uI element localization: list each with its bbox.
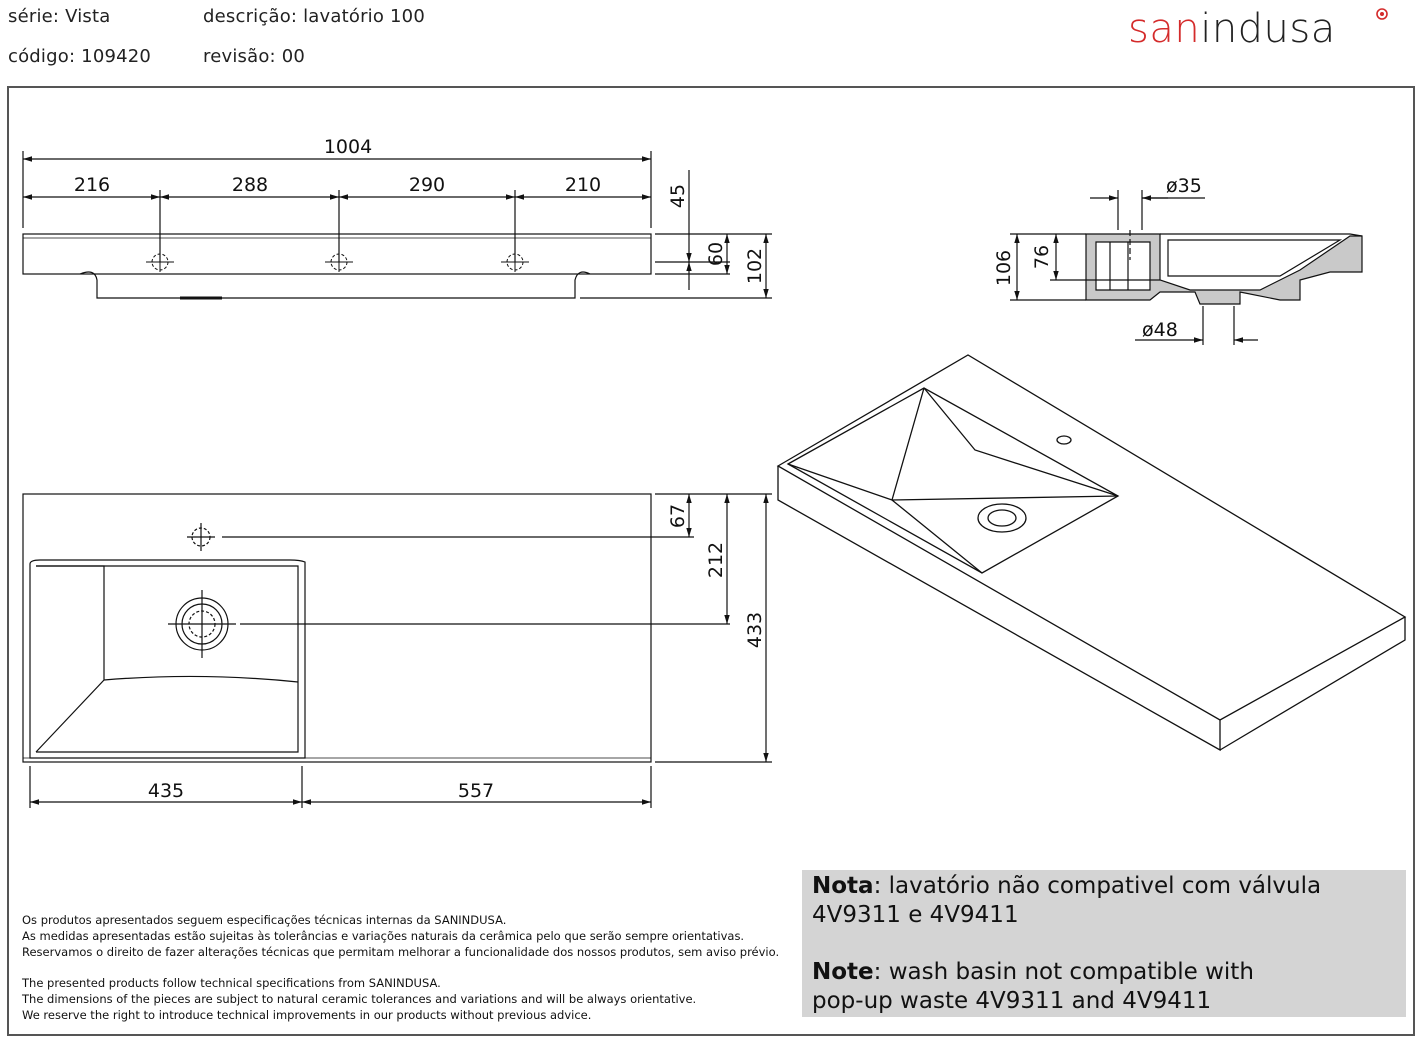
dim-plan-433: 433 [744, 611, 766, 649]
dim-section-d48: ø48 [1142, 319, 1178, 341]
note-en-line2: pop-up waste 4V9311 and 4V9411 [812, 988, 1212, 1014]
dim-section-h106: 106 [993, 249, 1015, 287]
note-pt-text1: : lavatório não compativel com válvula [873, 873, 1322, 899]
dim-front-seg-4: 210 [564, 174, 602, 196]
serie-label: série: Vista [8, 6, 111, 27]
dim-front-h45: 45 [667, 183, 689, 209]
logo-part-san: san [1128, 6, 1201, 52]
note-en-line1 [812, 958, 1254, 987]
dim-front-h60: 60 [705, 241, 727, 267]
descricao-label: descrição: lavatório 100 [203, 6, 425, 27]
note-pt-line2: 4V9311 e 4V9411 [812, 902, 1019, 928]
disclaimer-en-2: The dimensions of the pieces are subject to natural ceramic tolerances and variations and will be always orientative. [22, 992, 697, 1006]
dim-front-total: 1004 [323, 136, 373, 158]
note-en-text1: : wash basin not compatible with [873, 959, 1254, 985]
dim-plan-212: 212 [705, 541, 727, 579]
disclaimer-pt-3: Reservamos o direito de fazer alterações técnicas que permitam melhorar a funcionalidade dos nossos produtos, sem aviso prévio. [22, 945, 780, 959]
dim-front-h102: 102 [744, 247, 766, 285]
note-pt-label: Nota [812, 873, 874, 899]
front-view [23, 151, 772, 298]
dim-section-h76: 76 [1031, 244, 1053, 270]
dim-front-seg-2: 288 [231, 174, 269, 196]
dim-plan-67: 67 [667, 503, 689, 529]
dim-front-seg-1: 216 [73, 174, 111, 196]
disclaimer-en-3: We reserve the right to introduce technical improvements in our products without previous advice. [22, 1008, 592, 1022]
dim-plan-435: 435 [147, 780, 185, 802]
dim-front-seg-3: 290 [408, 174, 446, 196]
note-pt-line1 [812, 872, 1321, 901]
compatibility-note-box [802, 870, 1406, 1017]
disclaimer-pt-1: Os produtos apresentados seguem especificações técnicas internas da SANINDUSA. [22, 913, 507, 927]
section-view [1010, 190, 1362, 345]
revisao-label: revisão: 00 [203, 46, 306, 67]
disclaimer-en-1: The presented products follow technical specifications from SANINDUSA. [22, 976, 441, 990]
codigo-label: código: 109420 [8, 46, 152, 67]
dim-plan-557: 557 [457, 780, 495, 802]
isometric-view [778, 355, 1405, 750]
plan-view [23, 494, 772, 808]
logo-part-indusa: indusa [1200, 6, 1336, 52]
dim-section-d35: ø35 [1166, 175, 1202, 197]
disclaimer-pt-2: As medidas apresentadas estão sujeitas às tolerâncias e variações naturais da cerâmica pelo que serão sempre orientativas. [22, 929, 745, 943]
note-en-label: Note [812, 959, 874, 985]
